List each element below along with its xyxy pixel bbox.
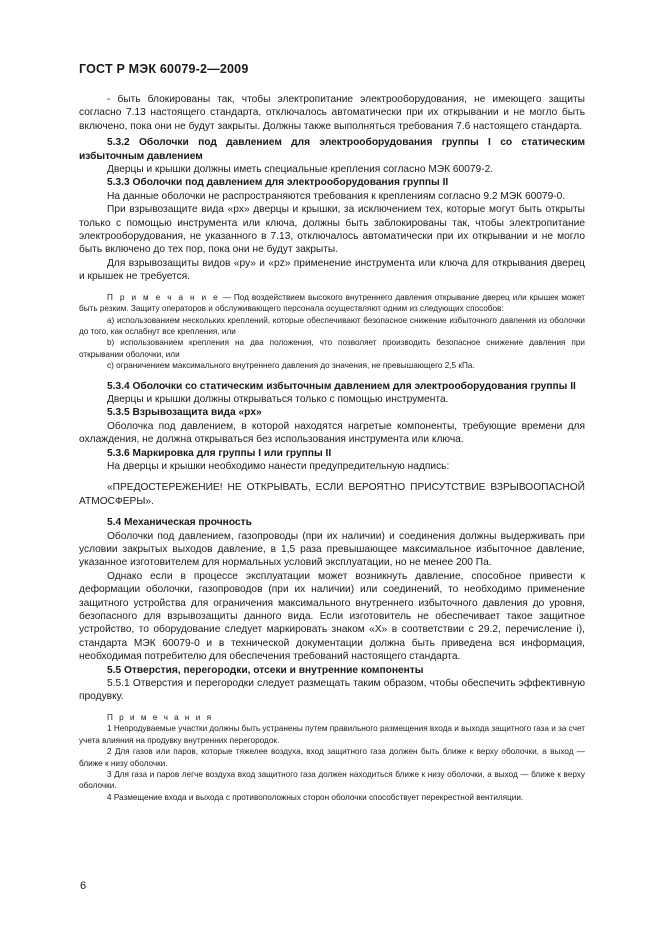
paragraph: Оболочка под давлением, в которой находятся нагретые компоненты, требующие времени для охлаждения, не должна открываться без использования инструмента или ключа.: [79, 420, 585, 446]
note-item-b: b) использованием крепления на два положения, что позволяет производить безопасное снижение давления при открывании оболочки, или: [79, 338, 585, 359]
section-heading-5-5: 5.5 Отверстия, перегородки, отсеки и внутренние компоненты: [107, 664, 424, 676]
paragraph: Дверцы и крышки должны иметь специальные крепления согласно МЭК 60079-2.: [107, 164, 494, 176]
section-heading-5-3-2: 5.3.2 Оболочки под давлением для электрооборудования группы I со статическим избыточным давлением: [79, 137, 585, 162]
paragraph: Дверцы и крышки должны открываться только с помощью инструмента.: [107, 393, 449, 405]
section-heading-5-3-4: 5.3.4 Оболочки со статическим избыточным давлением для электрооборудования группы II: [107, 380, 576, 392]
paragraph: Оболочки под давлением, газопроводы (при их наличии) и соединения должны выдерживать при условии закрытых выходов давление, в 1,5 раза превышающее максимальное избыточное давление, указанное изготовителем для нормальных условий эксплуатации, но не менее 200 Па.: [79, 530, 585, 569]
paragraph: На данные оболочки не распространяются требования к креплениям согласно 9.2 МЭК 60079-0.: [107, 190, 566, 202]
note-label: П р и м е ч а н и е: [107, 292, 220, 302]
section-heading-5-3-6: 5.3.6 Маркировка для группы I или группы II: [107, 447, 332, 459]
note-item-3: 3 Для газа и паров легче воздуха вход защитного газа должен находиться ближе к низу оболочки, а выход — ближе к верху оболочки.: [79, 769, 585, 791]
section-heading-5-3-3: 5.3.3 Оболочки под давлением для электрооборудования группы II: [107, 177, 449, 189]
section-heading-5-3-5: 5.3.5 Взрывозащита вида «px»: [107, 407, 262, 419]
paragraph: При взрывозащите вида «px» дверцы и крышки, за исключением тех, которые могут быть открыты только с помощью инструмента или ключа, должны быть заблокированы так, чтобы электропитание электрооборудования, не указанного в 7.13, отключалось автоматически при их открывании и не могло быть включено до тех пор, пока они не будут закрыты.: [79, 204, 585, 256]
note-item-a: a) использованием нескольких креплений, которые обеспечивают безопасное снижение избыточного давления из оболочки до того, как ослабнут все крепления, или: [79, 315, 585, 336]
note-item-c: c) ограничением максимального внутреннего давления до значения, не превышающего 2,5 кПа.: [107, 361, 475, 371]
note-item-1: 1 Непродуваемые участки должны быть устранены путем правильного размещения входа и выхода защитного газа и за счет учета влияния на продувку внутренних перегородок.: [79, 724, 585, 745]
paragraph: На дверцы и крышки необходимо нанести предупредительную надпись:: [107, 460, 450, 472]
paragraph: Для взрывозащиты видов «py» и «pz» применение инструмента или ключа для открывания дверец и крышек не требуется.: [79, 257, 585, 283]
paragraph: Однако если в процессе эксплуатации может возникнуть давление, способное привести к деформации оболочки, газопроводов (при их наличии) или соединений, то необходимо применение защитного устройства для ограничения максимального внутреннего избыточного давления до уровня, безопасного для взрывозащиты данного вида. Если изготовитель не обеспечивает такое защитное устройство, то оборудование следует маркировать знаком «X» в соответствии с 29.2, перечисление i), стандарта МЭК 60079-0 и в технической документации должна быть приведена вся информация, необходимая потребителю для обеспечения требований настоящего стандарта.: [79, 570, 585, 663]
warning-inscription: «ПРЕДОСТЕРЕЖЕНИЕ! НЕ ОТКРЫВАТЬ, ЕСЛИ ВЕРОЯТНО ПРИСУТСТВИЕ ВЗРЫВООПАСНОЙ АТМОСФЕРЫ».: [79, 482, 585, 507]
note-block: [79, 292, 585, 315]
section-heading-5-4: 5.4 Механическая прочность: [107, 517, 252, 529]
note-item-2: 2 Для газов или паров, которые тяжелее воздуха, вход защитного газа должен быть ближе к верху оболочки, а выход — ближе к низу оболочки.: [79, 747, 585, 768]
document-header: ГОСТ Р МЭК 60079-2—2009: [79, 62, 249, 76]
note-text: — Под воздействием высокого внутреннего давления открывание дверец или крышек может быть резким. Защиту операторов и обслуживающего персонала осуществляют одним из следующих способов:: [79, 292, 585, 314]
paragraph: 5.5.1 Отверстия и перегородки следует размещать таким образом, чтобы обеспечить эффективную продувку.: [79, 678, 585, 703]
note-item-4: 4 Размещение входа и выхода с противоположных сторон оболочки способствует перекрестной вентиляции.: [107, 792, 524, 802]
document-body: [79, 93, 585, 803]
page-number: 6: [80, 880, 87, 892]
paragraph: - быть блокированы так, чтобы электропитание электрооборудования, не имеющего защиты согласно 7.13 настоящего стандарта, отключалось автоматически при их открывании и не могло быть включено, пока они не будут закрыты. Должны также выполняться требования 7.6 настоящего стандарта.: [79, 94, 585, 132]
notes-label: П р и м е ч а н и я: [107, 712, 214, 722]
